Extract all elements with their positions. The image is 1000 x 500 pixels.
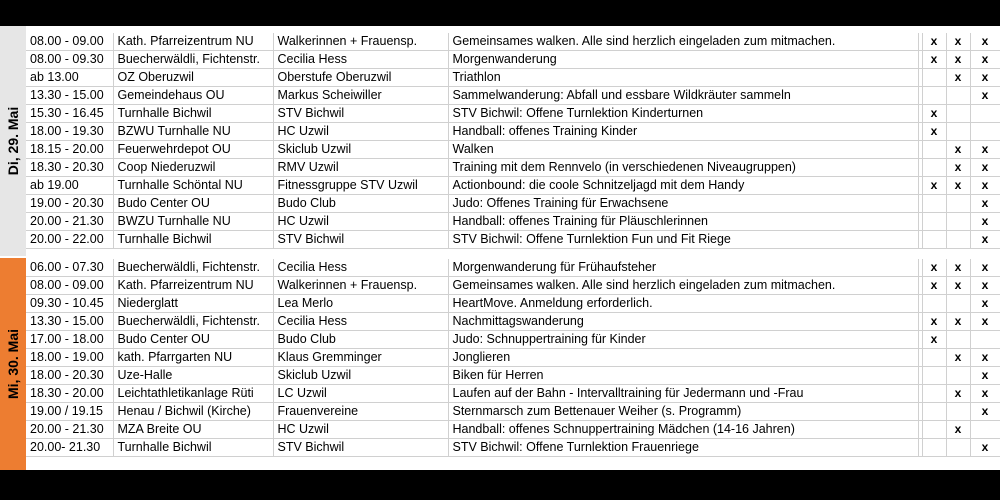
table-row <box>26 69 1000 87</box>
organizer-cell: Skiclub Uzwil <box>273 367 448 385</box>
mark-cell-2 <box>946 213 970 231</box>
mark-cell-1: x <box>922 277 946 295</box>
organizer-cell: Budo Club <box>273 195 448 213</box>
description-cell: Gemeinsames walken. Alle sind herzlich eingeladen zum mitmachen. <box>448 33 918 51</box>
description-cell: STV Bichwil: Offene Turnlektion Kinderturnen <box>448 105 918 123</box>
place-cell: Budo Center OU <box>113 195 273 213</box>
time-cell: 20.00 - 21.30 <box>26 421 113 439</box>
table-row <box>26 231 1000 249</box>
description-cell: Judo: Schnuppertraining für Kinder <box>448 331 918 349</box>
day-label-text: Mi, 30. Mai <box>5 328 21 400</box>
mark-cell-3: x <box>970 385 1000 403</box>
mark-cell-1: x <box>922 33 946 51</box>
schedule-table-day2 <box>26 259 1000 457</box>
description-cell: Gemeinsames walken. Alle sind herzlich eingeladen zum mitmachen. <box>448 277 918 295</box>
table-row <box>26 439 1000 457</box>
organizer-cell: Walkerinnen + Frauensp. <box>273 277 448 295</box>
table-row <box>26 33 1000 51</box>
mark-cell-3 <box>970 105 1000 123</box>
place-cell: Buecherwäldli, Fichtenstr. <box>113 51 273 69</box>
mark-cell-3 <box>970 421 1000 439</box>
mark-cell-2 <box>946 87 970 105</box>
description-cell: Jonglieren <box>448 349 918 367</box>
mark-cell-3: x <box>970 349 1000 367</box>
place-cell: BWZU Turnhalle NU <box>113 213 273 231</box>
mark-cell-2: x <box>946 33 970 51</box>
table-row <box>26 177 1000 195</box>
organizer-cell: Cecilia Hess <box>273 313 448 331</box>
time-cell: 08.00 - 09.00 <box>26 277 113 295</box>
mark-cell-1 <box>922 213 946 231</box>
table-row <box>26 349 1000 367</box>
organizer-cell: Oberstufe Oberuzwil <box>273 69 448 87</box>
mark-cell-1: x <box>922 313 946 331</box>
mark-cell-1: x <box>922 177 946 195</box>
mark-cell-3: x <box>970 33 1000 51</box>
mark-cell-1 <box>922 159 946 177</box>
place-cell: Kath. Pfarreizentrum NU <box>113 33 273 51</box>
mark-cell-1: x <box>922 331 946 349</box>
place-cell: Uze-Halle <box>113 367 273 385</box>
mark-cell-1 <box>922 231 946 249</box>
mark-cell-3: x <box>970 87 1000 105</box>
time-cell: ab 19.00 <box>26 177 113 195</box>
time-cell: 18.30 - 20.30 <box>26 159 113 177</box>
mark-cell-1 <box>922 87 946 105</box>
organizer-cell: STV Bichwil <box>273 231 448 249</box>
table-row <box>26 87 1000 105</box>
table-row <box>26 403 1000 421</box>
table-row <box>26 213 1000 231</box>
time-cell: 19.00 / 19.15 <box>26 403 113 421</box>
mark-cell-2 <box>946 195 970 213</box>
mark-cell-2 <box>946 231 970 249</box>
mark-cell-1 <box>922 141 946 159</box>
time-cell: 20.00 - 22.00 <box>26 231 113 249</box>
time-cell: 18.30 - 20.00 <box>26 385 113 403</box>
description-cell: Handball: offenes Schnuppertraining Mädchen (14-16 Jahren) <box>448 421 918 439</box>
organizer-cell: STV Bichwil <box>273 105 448 123</box>
place-cell: Feuerwehrdepot OU <box>113 141 273 159</box>
place-cell: Coop Niederuzwil <box>113 159 273 177</box>
place-cell: Buecherwäldli, Fichtenstr. <box>113 313 273 331</box>
mark-cell-1 <box>922 385 946 403</box>
table-row <box>26 277 1000 295</box>
place-cell: Buecherwäldli, Fichtenstr. <box>113 259 273 277</box>
place-cell: Budo Center OU <box>113 331 273 349</box>
mark-cell-3: x <box>970 313 1000 331</box>
description-cell: Sternmarsch zum Bettenauer Weiher (s. Programm) <box>448 403 918 421</box>
mark-cell-3: x <box>970 367 1000 385</box>
time-cell: 06.00 - 07.30 <box>26 259 113 277</box>
mark-cell-2: x <box>946 259 970 277</box>
time-cell: 13.30 - 15.00 <box>26 313 113 331</box>
place-cell: Gemeindehaus OU <box>113 87 273 105</box>
time-cell: ab 13.00 <box>26 69 113 87</box>
time-cell: 17.00 - 18.00 <box>26 331 113 349</box>
table-row <box>26 51 1000 69</box>
place-cell: Henau / Bichwil (Kirche) <box>113 403 273 421</box>
mark-cell-1 <box>922 367 946 385</box>
table-row <box>26 159 1000 177</box>
table-row <box>26 295 1000 313</box>
organizer-cell: Klaus Gremminger <box>273 349 448 367</box>
mark-cell-2 <box>946 439 970 457</box>
mark-cell-3: x <box>970 195 1000 213</box>
description-cell: Sammelwanderung: Abfall und essbare Wildkräuter sammeln <box>448 87 918 105</box>
mark-cell-2 <box>946 367 970 385</box>
mark-cell-2: x <box>946 277 970 295</box>
mark-cell-3: x <box>970 259 1000 277</box>
place-cell: Leichtathletikanlage Rüti <box>113 385 273 403</box>
mark-cell-2: x <box>946 421 970 439</box>
time-cell: 20.00 - 21.30 <box>26 213 113 231</box>
organizer-cell: Cecilia Hess <box>273 259 448 277</box>
place-cell: MZA Breite OU <box>113 421 273 439</box>
mark-cell-1: x <box>922 105 946 123</box>
description-cell: STV Bichwil: Offene Turnlektion Fun und Fit Riege <box>448 231 918 249</box>
mark-cell-3: x <box>970 141 1000 159</box>
mark-cell-2: x <box>946 159 970 177</box>
mark-cell-2 <box>946 331 970 349</box>
organizer-cell: Lea Merlo <box>273 295 448 313</box>
mark-cell-1 <box>922 295 946 313</box>
description-cell: Training mit dem Rennvelo (in verschiedenen Niveaugruppen) <box>448 159 918 177</box>
mark-cell-3: x <box>970 403 1000 421</box>
table-row <box>26 195 1000 213</box>
mark-cell-1: x <box>922 51 946 69</box>
time-cell: 09.30 - 10.45 <box>26 295 113 313</box>
description-cell: Nachmittagswanderung <box>448 313 918 331</box>
organizer-cell: Budo Club <box>273 331 448 349</box>
organizer-cell: Walkerinnen + Frauensp. <box>273 33 448 51</box>
time-cell: 15.30 - 16.45 <box>26 105 113 123</box>
mark-cell-2: x <box>946 51 970 69</box>
description-cell: Morgenwanderung <box>448 51 918 69</box>
description-cell: Triathlon <box>448 69 918 87</box>
mark-cell-3 <box>970 123 1000 141</box>
mark-cell-1 <box>922 69 946 87</box>
mark-cell-1 <box>922 195 946 213</box>
mark-cell-2 <box>946 105 970 123</box>
mark-cell-3: x <box>970 69 1000 87</box>
mark-cell-3: x <box>970 277 1000 295</box>
organizer-cell: Cecilia Hess <box>273 51 448 69</box>
place-cell: Turnhalle Bichwil <box>113 231 273 249</box>
table-row <box>26 105 1000 123</box>
table-row <box>26 385 1000 403</box>
mark-cell-1 <box>922 403 946 421</box>
mark-cell-3: x <box>970 439 1000 457</box>
mark-cell-3: x <box>970 213 1000 231</box>
time-cell: 08.00 - 09.00 <box>26 33 113 51</box>
table-row <box>26 367 1000 385</box>
mark-cell-2: x <box>946 385 970 403</box>
mark-cell-2: x <box>946 349 970 367</box>
table-row <box>26 421 1000 439</box>
mark-cell-3 <box>970 331 1000 349</box>
description-cell: Morgenwanderung für Frühaufsteher <box>448 259 918 277</box>
day-label-tuesday <box>0 26 26 256</box>
organizer-cell: RMV Uzwil <box>273 159 448 177</box>
place-cell: Turnhalle Bichwil <box>113 439 273 457</box>
description-cell: Walken <box>448 141 918 159</box>
description-cell: HeartMove. Anmeldung erforderlich. <box>448 295 918 313</box>
mark-cell-1: x <box>922 259 946 277</box>
mark-cell-2 <box>946 123 970 141</box>
schedule-table-day1 <box>26 33 1000 249</box>
mark-cell-2: x <box>946 313 970 331</box>
time-cell: 18.15 - 20.00 <box>26 141 113 159</box>
place-cell: OZ Oberuzwil <box>113 69 273 87</box>
organizer-cell: HC Uzwil <box>273 421 448 439</box>
place-cell: Niederglatt <box>113 295 273 313</box>
organizer-cell: Skiclub Uzwil <box>273 141 448 159</box>
mark-cell-3: x <box>970 231 1000 249</box>
day-label-text: Di, 29. Mai <box>5 106 21 176</box>
place-cell: Kath. Pfarreizentrum NU <box>113 277 273 295</box>
organizer-cell: HC Uzwil <box>273 213 448 231</box>
table-row <box>26 313 1000 331</box>
description-cell: Biken für Herren <box>448 367 918 385</box>
table-row <box>26 141 1000 159</box>
mark-cell-1 <box>922 439 946 457</box>
organizer-cell: Frauenvereine <box>273 403 448 421</box>
organizer-cell: Markus Scheiwiller <box>273 87 448 105</box>
table-row <box>26 259 1000 277</box>
time-cell: 18.00 - 19.00 <box>26 349 113 367</box>
mark-cell-3: x <box>970 159 1000 177</box>
description-cell: Handball: offenes Training Kinder <box>448 123 918 141</box>
mark-cell-2 <box>946 295 970 313</box>
description-cell: Handball: offenes Training für Pläuschlerinnen <box>448 213 918 231</box>
mark-cell-1 <box>922 421 946 439</box>
description-cell: Judo: Offenes Training für Erwachsene <box>448 195 918 213</box>
table-row <box>26 331 1000 349</box>
description-cell: Actionbound: die coole Schnitzeljagd mit dem Handy <box>448 177 918 195</box>
mark-cell-3: x <box>970 51 1000 69</box>
table-row <box>26 123 1000 141</box>
mark-cell-2: x <box>946 141 970 159</box>
mark-cell-3: x <box>970 295 1000 313</box>
time-cell: 19.00 - 20.30 <box>26 195 113 213</box>
description-cell: Laufen auf der Bahn - Intervalltraining für Jedermann und -Frau <box>448 385 918 403</box>
description-cell: STV Bichwil: Offene Turnlektion Frauenriege <box>448 439 918 457</box>
place-cell: Turnhalle Schöntal NU <box>113 177 273 195</box>
mark-cell-3: x <box>970 177 1000 195</box>
mark-cell-2: x <box>946 69 970 87</box>
time-cell: 20.00- 21.30 <box>26 439 113 457</box>
organizer-cell: HC Uzwil <box>273 123 448 141</box>
time-cell: 18.00 - 20.30 <box>26 367 113 385</box>
schedule-sheet <box>0 26 1000 470</box>
mark-cell-1 <box>922 349 946 367</box>
mark-cell-2 <box>946 403 970 421</box>
day-label-wednesday <box>0 258 26 470</box>
time-cell: 18.00 - 19.30 <box>26 123 113 141</box>
mark-cell-2: x <box>946 177 970 195</box>
time-cell: 13.30 - 15.00 <box>26 87 113 105</box>
place-cell: BZWU Turnhalle NU <box>113 123 273 141</box>
organizer-cell: LC Uzwil <box>273 385 448 403</box>
time-cell: 08.00 - 09.30 <box>26 51 113 69</box>
place-cell: kath. Pfarrgarten NU <box>113 349 273 367</box>
place-cell: Turnhalle Bichwil <box>113 105 273 123</box>
mark-cell-1: x <box>922 123 946 141</box>
organizer-cell: STV Bichwil <box>273 439 448 457</box>
organizer-cell: Fitnessgruppe STV Uzwil <box>273 177 448 195</box>
